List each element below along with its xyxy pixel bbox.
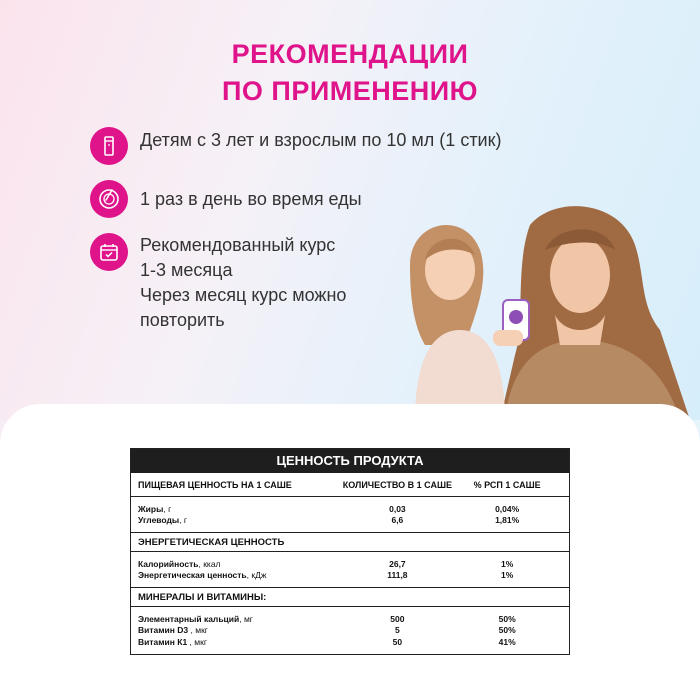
recommendation-text: повторить: [140, 310, 225, 330]
recommendation-course: [90, 233, 346, 333]
row-unit: , мкг: [188, 625, 208, 636]
row-percent: 1,81%: [495, 515, 520, 526]
stick-icon: [90, 127, 128, 165]
title-line-1: РЕКОМЕНДАЦИИ: [231, 39, 469, 69]
nutrition-table: [130, 448, 570, 655]
section-title: МИНЕРАЛЫ И ВИТАМИНЫ:: [138, 591, 267, 603]
mother-daughter-photo: [405, 205, 700, 420]
column-header: % РСП 1 САШЕ: [473, 479, 541, 490]
calendar-icon: [90, 233, 128, 271]
row-amount: 0,03: [389, 503, 406, 514]
row-unit: , мг: [239, 613, 253, 624]
row-amount: 6,6: [391, 515, 404, 526]
row-amount: 26,7: [389, 558, 406, 569]
row-label: Энергетическая ценность: [138, 570, 247, 581]
page-title: [0, 36, 700, 110]
row-amount: 50: [392, 636, 403, 647]
table-column-headers: [131, 473, 569, 497]
row-unit: , мкг: [187, 636, 207, 647]
section-energy: [131, 532, 569, 552]
section-minerals: [131, 587, 569, 607]
row-label: Жиры: [138, 503, 164, 514]
row-unit: , кДж: [246, 570, 267, 581]
recommendation-dosage: [90, 127, 502, 165]
row-percent: 50%: [498, 625, 516, 636]
table-row: [131, 625, 569, 637]
row-label: Калорийность: [138, 558, 199, 569]
table-row: [131, 636, 569, 648]
column-header: ПИЩЕВАЯ ЦЕННОСТЬ НА 1 САШЕ: [138, 479, 292, 490]
row-label: Углеводы: [138, 515, 180, 526]
section-title: ЭНЕРГЕТИЧЕСКАЯ ЦЕННОСТЬ: [138, 536, 285, 548]
row-label: Витамин К1: [138, 636, 188, 647]
recommendation-text: Рекомендованный курс: [140, 235, 336, 255]
row-percent: 50%: [498, 613, 516, 624]
row-unit: , г: [179, 515, 187, 526]
row-amount: 5: [395, 625, 400, 636]
row-percent: 1%: [500, 558, 514, 569]
table-row: [131, 613, 569, 625]
row-amount: 500: [390, 613, 405, 624]
recommendation-text: 1 раз в день во время еды: [140, 189, 362, 209]
title-line-2: ПО ПРИМЕНЕНИЮ: [222, 76, 478, 106]
column-header: КОЛИЧЕСТВО В 1 САШЕ: [342, 479, 453, 490]
row-unit: , ккал: [198, 558, 221, 569]
row-percent: 0,04%: [495, 503, 520, 514]
table-row: [131, 503, 569, 515]
row-percent: 41%: [498, 636, 516, 647]
table-row: [131, 570, 569, 582]
row-unit: , г: [163, 503, 172, 514]
recommendation-text: Детям с 3 лет и взрослым по 10 мл (1 стик): [140, 130, 502, 150]
meal-icon: [90, 180, 128, 218]
table-title: ЦЕННОСТЬ ПРОДУКТА: [131, 449, 569, 473]
row-label: Элементарный кальций: [138, 613, 240, 624]
recommendation-frequency: [90, 180, 362, 218]
recommendation-text: Через месяц курс можно: [140, 285, 347, 305]
table-row: [131, 558, 569, 570]
row-label: Витамин D3: [138, 625, 189, 636]
row-amount: 111,8: [387, 570, 408, 581]
table-row: [131, 515, 569, 527]
row-percent: 1%: [500, 570, 514, 581]
recommendation-text: 1-3 месяца: [140, 260, 233, 280]
